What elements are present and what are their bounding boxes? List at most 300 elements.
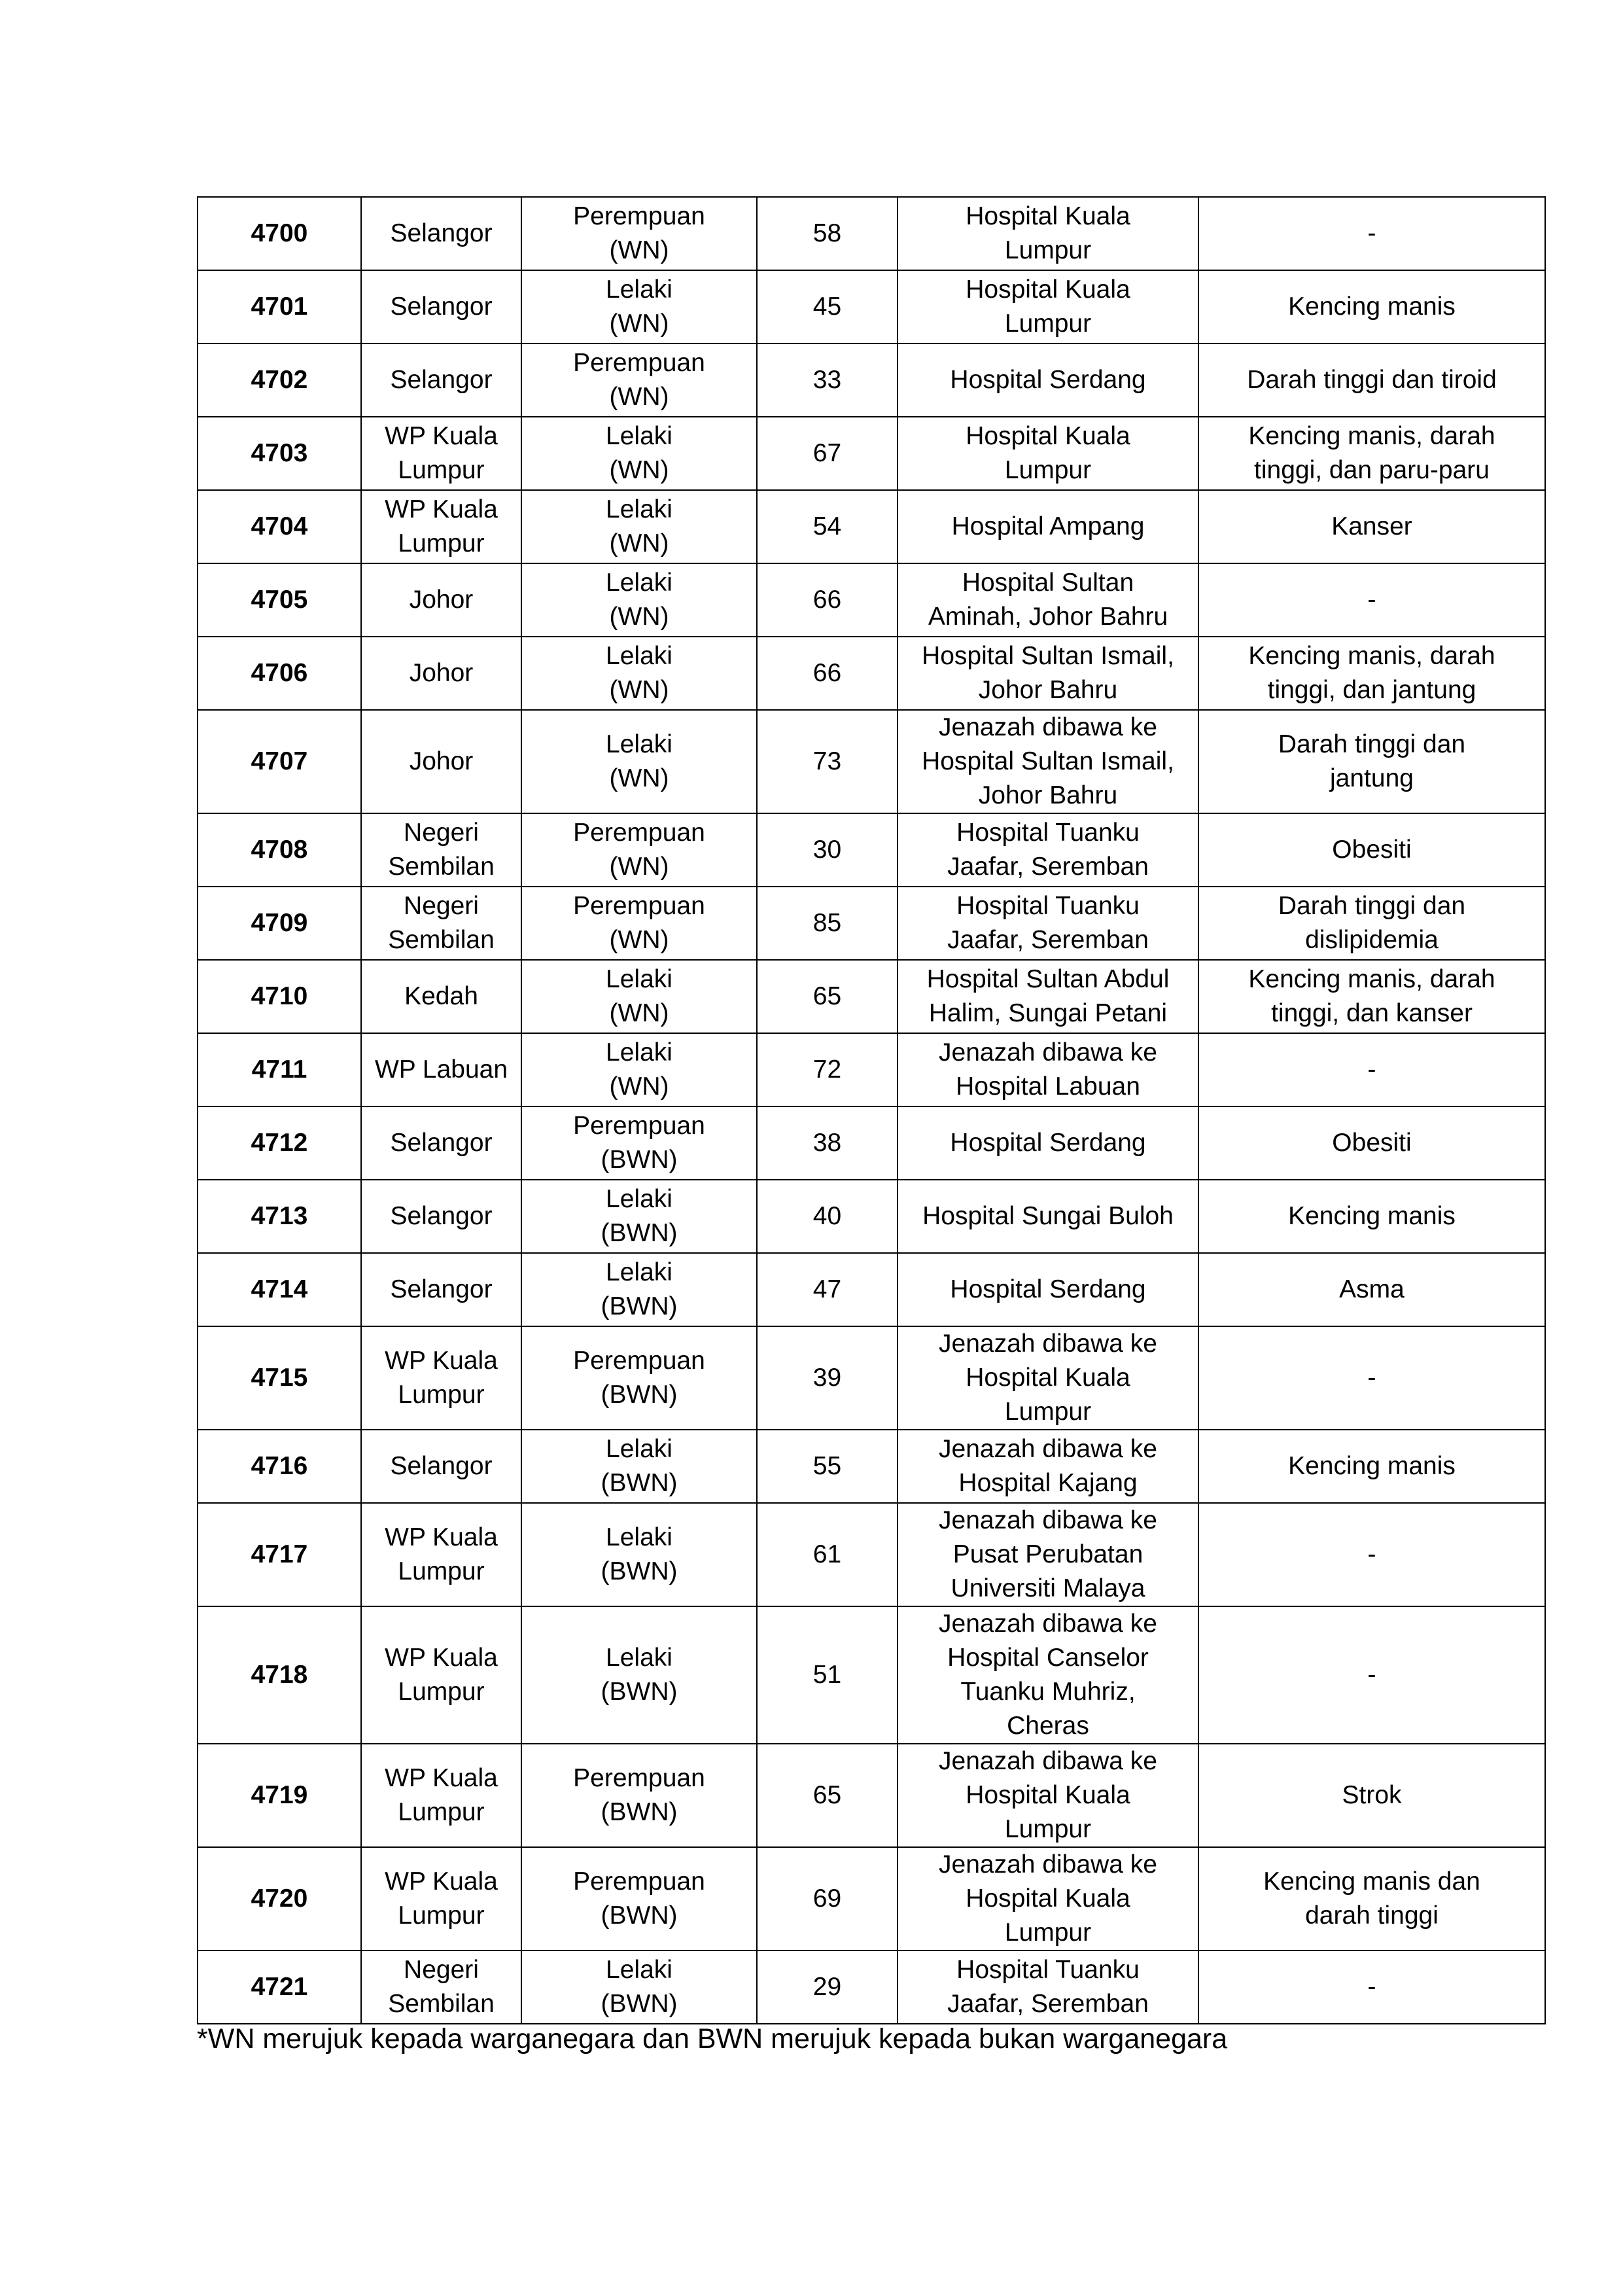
hospital-cell: [898, 887, 1198, 960]
hospital-cell: [898, 344, 1198, 417]
state-cell: [361, 270, 521, 344]
comorbidity-line: Obesiti: [1332, 836, 1412, 864]
hospital-line: Hospital Serdang: [950, 1129, 1146, 1157]
hospital-cell: [898, 417, 1198, 490]
comorbidity-cell: [1198, 270, 1545, 344]
age-cell: 67: [757, 417, 898, 490]
hospital-line: Aminah, Johor Bahru: [928, 603, 1168, 631]
comorbidity-cell: [1198, 1744, 1545, 1847]
hospital-line: Lumpur: [1004, 1918, 1092, 1947]
state-line: Lumpur: [398, 456, 485, 484]
comorbidity-cell: [1198, 1430, 1545, 1503]
hospital-line: Hospital Tuanku: [956, 819, 1140, 847]
case-number-cell: 4714: [198, 1253, 361, 1326]
comorbidity-line: Kencing manis dan: [1263, 1867, 1480, 1896]
hospital-cell: [898, 1106, 1198, 1180]
table-row: [198, 1744, 1545, 1847]
state-line: Kedah: [404, 982, 478, 1010]
gender-line: Perempuan: [573, 819, 705, 847]
gender-cell: [521, 887, 757, 960]
state-cell: [361, 1744, 521, 1847]
comorbidity-line: Kencing manis: [1288, 1202, 1456, 1230]
hospital-line: Jaafar, Seremban: [947, 926, 1149, 954]
gender-cell: [521, 1503, 757, 1606]
comorbidity-line: Darah tinggi dan: [1278, 730, 1466, 758]
table-row: [198, 270, 1545, 344]
state-line: Selangor: [390, 292, 493, 321]
table-row: [198, 1606, 1545, 1744]
gender-cell: [521, 1180, 757, 1253]
gender-cell: [521, 563, 757, 637]
gender-line: Lelaki: [606, 1038, 672, 1067]
hospital-line: Hospital Kuala: [966, 202, 1130, 230]
state-line: Selangor: [390, 1452, 493, 1480]
state-cell: [361, 1503, 521, 1606]
age-cell: 45: [757, 270, 898, 344]
table-row: [198, 344, 1545, 417]
hospital-line: Jenazah dibawa ke: [939, 1850, 1157, 1879]
hospital-line: Lumpur: [1004, 1815, 1092, 1843]
comorbidity-line: dislipidemia: [1305, 926, 1439, 954]
state-line: Sembilan: [388, 926, 495, 954]
state-cell: [361, 1033, 521, 1106]
age-cell: 73: [757, 710, 898, 813]
table-row: [198, 1951, 1545, 2024]
hospital-line: Halim, Sungai Petani: [928, 999, 1168, 1027]
gender-line: Perempuan: [573, 349, 705, 377]
age-cell: 51: [757, 1606, 898, 1744]
hospital-line: Universiti Malaya: [951, 1574, 1145, 1602]
gender-line: Lelaki: [606, 642, 672, 670]
hospital-line: Hospital Canselor: [947, 1644, 1149, 1672]
case-number-cell: 4717: [198, 1503, 361, 1606]
gender-line: Perempuan: [573, 1347, 705, 1375]
state-line: WP Kuala: [385, 1867, 498, 1896]
gender-cell: [521, 1033, 757, 1106]
comorbidity-cell: [1198, 563, 1545, 637]
comorbidity-cell: [1198, 344, 1545, 417]
comorbidity-cell: [1198, 1253, 1545, 1326]
hospital-line: Hospital Tuanku: [956, 1956, 1140, 1984]
gender-line: Perempuan: [573, 1764, 705, 1792]
comorbidity-line: -: [1367, 1661, 1376, 1689]
gender-cell: [521, 1430, 757, 1503]
case-table: [197, 196, 1546, 2024]
age-cell: 30: [757, 813, 898, 887]
case-number-cell: 4701: [198, 270, 361, 344]
state-line: WP Kuala: [385, 1644, 498, 1672]
gender-line: (WN): [609, 236, 669, 264]
hospital-line: Jenazah dibawa ke: [939, 1610, 1157, 1638]
gender-line: (BWN): [601, 1990, 678, 2018]
gender-cell: [521, 344, 757, 417]
case-number-cell: 4715: [198, 1326, 361, 1430]
comorbidity-cell: [1198, 1606, 1545, 1744]
hospital-line: Jenazah dibawa ke: [939, 1747, 1157, 1775]
gender-line: (BWN): [601, 1678, 678, 1706]
state-line: WP Kuala: [385, 1764, 498, 1792]
comorbidity-line: Kencing manis, darah: [1248, 642, 1495, 670]
hospital-line: Jenazah dibawa ke: [939, 713, 1157, 741]
gender-line: Lelaki: [606, 730, 672, 758]
case-number-cell: 4707: [198, 710, 361, 813]
table-row: [198, 637, 1545, 710]
case-number-cell: 4706: [198, 637, 361, 710]
state-cell: [361, 490, 521, 563]
gender-line: Lelaki: [606, 275, 672, 304]
gender-line: (BWN): [601, 1292, 678, 1320]
comorbidity-line: tinggi, dan paru-paru: [1254, 456, 1490, 484]
comorbidity-line: -: [1367, 1055, 1376, 1084]
state-line: Sembilan: [388, 1990, 495, 2018]
gender-cell: [521, 1847, 757, 1951]
gender-line: (WN): [609, 853, 669, 881]
table-row: [198, 1503, 1545, 1606]
comorbidity-line: -: [1367, 1364, 1376, 1392]
gender-line: Lelaki: [606, 495, 672, 523]
hospital-line: Jenazah dibawa ke: [939, 1506, 1157, 1534]
state-line: WP Kuala: [385, 1347, 498, 1375]
age-cell: 61: [757, 1503, 898, 1606]
state-line: Selangor: [390, 1202, 493, 1230]
comorbidity-line: -: [1367, 1973, 1376, 2001]
comorbidity-cell: [1198, 1951, 1545, 2024]
state-cell: [361, 1430, 521, 1503]
hospital-cell: [898, 1033, 1198, 1106]
table-row: [198, 1326, 1545, 1430]
hospital-cell: [898, 1744, 1198, 1847]
state-line: WP Kuala: [385, 422, 498, 450]
gender-line: Perempuan: [573, 892, 705, 920]
gender-cell: [521, 1106, 757, 1180]
hospital-cell: [898, 563, 1198, 637]
hospital-line: Hospital Ampang: [951, 512, 1145, 540]
hospital-line: Hospital Kuala: [966, 1884, 1130, 1913]
state-cell: [361, 1606, 521, 1744]
hospital-line: Lumpur: [1004, 236, 1092, 264]
state-cell: [361, 813, 521, 887]
comorbidity-cell: [1198, 1847, 1545, 1951]
age-cell: 40: [757, 1180, 898, 1253]
comorbidity-line: tinggi, dan kanser: [1271, 999, 1473, 1027]
hospital-line: Hospital Kuala: [966, 1781, 1130, 1809]
footnote: *WN merujuk kepada warganegara dan BWN merujuk kepada bukan warganegara: [197, 2023, 1228, 2055]
gender-cell: [521, 1253, 757, 1326]
case-number-cell: 4716: [198, 1430, 361, 1503]
state-cell: [361, 710, 521, 813]
hospital-line: Lumpur: [1004, 1398, 1092, 1426]
gender-line: Lelaki: [606, 569, 672, 597]
gender-cell: [521, 1744, 757, 1847]
state-line: Lumpur: [398, 1381, 485, 1409]
hospital-line: Johor Bahru: [978, 781, 1118, 809]
state-line: Sembilan: [388, 853, 495, 881]
gender-cell: [521, 417, 757, 490]
gender-cell: [521, 1951, 757, 2024]
hospital-cell: [898, 197, 1198, 270]
state-cell: [361, 1253, 521, 1326]
hospital-cell: [898, 1326, 1198, 1430]
age-cell: 38: [757, 1106, 898, 1180]
gender-cell: [521, 490, 757, 563]
comorbidity-cell: [1198, 490, 1545, 563]
state-line: Lumpur: [398, 1901, 485, 1930]
comorbidity-cell: [1198, 1180, 1545, 1253]
state-line: Negeri: [404, 1956, 479, 1984]
gender-line: Perempuan: [573, 1867, 705, 1896]
gender-line: (WN): [609, 603, 669, 631]
gender-cell: [521, 197, 757, 270]
gender-cell: [521, 960, 757, 1033]
gender-cell: [521, 813, 757, 887]
hospital-cell: [898, 1430, 1198, 1503]
case-number-cell: 4708: [198, 813, 361, 887]
comorbidity-line: Kencing manis: [1288, 1452, 1456, 1480]
gender-line: (BWN): [601, 1219, 678, 1247]
case-number-cell: 4704: [198, 490, 361, 563]
gender-cell: [521, 637, 757, 710]
hospital-cell: [898, 1951, 1198, 2024]
age-cell: 85: [757, 887, 898, 960]
age-cell: 55: [757, 1430, 898, 1503]
table-row: [198, 887, 1545, 960]
comorbidity-line: Kencing manis, darah: [1248, 422, 1495, 450]
age-cell: 72: [757, 1033, 898, 1106]
gender-line: (WN): [609, 529, 669, 557]
state-cell: [361, 1951, 521, 2024]
comorbidity-line: Asma: [1339, 1275, 1405, 1303]
gender-line: (BWN): [601, 1557, 678, 1585]
gender-cell: [521, 1326, 757, 1430]
gender-line: Lelaki: [606, 1185, 672, 1213]
comorbidity-cell: [1198, 1503, 1545, 1606]
gender-line: (BWN): [601, 1381, 678, 1409]
state-line: Negeri: [404, 892, 479, 920]
hospital-line: Hospital Sultan: [962, 569, 1134, 597]
hospital-cell: [898, 490, 1198, 563]
state-cell: [361, 417, 521, 490]
gender-line: (WN): [609, 999, 669, 1027]
age-cell: 66: [757, 637, 898, 710]
age-cell: 39: [757, 1326, 898, 1430]
state-line: WP Kuala: [385, 1523, 498, 1551]
hospital-cell: [898, 960, 1198, 1033]
state-cell: [361, 344, 521, 417]
gender-line: Perempuan: [573, 202, 705, 230]
hospital-cell: [898, 1180, 1198, 1253]
gender-line: Lelaki: [606, 1258, 672, 1286]
hospital-cell: [898, 1847, 1198, 1951]
case-number-cell: 4703: [198, 417, 361, 490]
gender-line: (WN): [609, 309, 669, 338]
hospital-line: Hospital Serdang: [950, 1275, 1146, 1303]
hospital-line: Hospital Labuan: [956, 1072, 1140, 1101]
state-cell: [361, 1180, 521, 1253]
state-line: Lumpur: [398, 1678, 485, 1706]
hospital-cell: [898, 270, 1198, 344]
table-row: [198, 1253, 1545, 1326]
comorbidity-cell: [1198, 710, 1545, 813]
state-cell: [361, 197, 521, 270]
age-cell: 29: [757, 1951, 898, 2024]
comorbidity-cell: [1198, 887, 1545, 960]
comorbidity-cell: [1198, 960, 1545, 1033]
hospital-line: Hospital Sultan Ismail,: [922, 642, 1174, 670]
gender-line: (BWN): [601, 1901, 678, 1930]
hospital-line: Pusat Perubatan: [952, 1540, 1143, 1568]
age-cell: 54: [757, 490, 898, 563]
hospital-line: Hospital Sungai Buloh: [922, 1202, 1174, 1230]
state-line: WP Labuan: [374, 1055, 508, 1084]
comorbidity-line: darah tinggi: [1305, 1901, 1439, 1930]
hospital-cell: [898, 1503, 1198, 1606]
table-row: [198, 197, 1545, 270]
gender-line: (WN): [609, 764, 669, 792]
comorbidity-line: tinggi, dan jantung: [1267, 676, 1476, 704]
table-row: [198, 563, 1545, 637]
state-cell: [361, 1326, 521, 1430]
hospital-line: Johor Bahru: [978, 676, 1118, 704]
table-row: [198, 960, 1545, 1033]
hospital-cell: [898, 1606, 1198, 1744]
state-cell: [361, 637, 521, 710]
gender-line: (WN): [609, 1072, 669, 1101]
table-row: [198, 1847, 1545, 1951]
table-row: [198, 710, 1545, 813]
gender-line: Lelaki: [606, 1956, 672, 1984]
state-line: Lumpur: [398, 1798, 485, 1826]
hospital-line: Hospital Sultan Ismail,: [922, 747, 1174, 775]
hospital-line: Jenazah dibawa ke: [939, 1330, 1157, 1358]
age-cell: 65: [757, 960, 898, 1033]
age-cell: 33: [757, 344, 898, 417]
case-number-cell: 4710: [198, 960, 361, 1033]
hospital-cell: [898, 1253, 1198, 1326]
comorbidity-cell: [1198, 637, 1545, 710]
gender-line: Lelaki: [606, 1435, 672, 1463]
table-row: [198, 1430, 1545, 1503]
hospital-line: Jaafar, Seremban: [947, 1990, 1149, 2018]
state-line: Johor: [409, 586, 474, 614]
comorbidity-cell: [1198, 813, 1545, 887]
case-number-cell: 4719: [198, 1744, 361, 1847]
state-line: Selangor: [390, 366, 493, 394]
hospital-line: Hospital Serdang: [950, 366, 1146, 394]
hospital-line: Hospital Kajang: [958, 1469, 1138, 1497]
hospital-cell: [898, 710, 1198, 813]
gender-line: (BWN): [601, 1798, 678, 1826]
hospital-line: Jenazah dibawa ke: [939, 1038, 1157, 1067]
state-line: Johor: [409, 659, 474, 687]
state-line: Negeri: [404, 819, 479, 847]
hospital-cell: [898, 813, 1198, 887]
state-line: Selangor: [390, 1129, 493, 1157]
gender-line: (WN): [609, 926, 669, 954]
hospital-line: Lumpur: [1004, 309, 1092, 338]
state-line: Lumpur: [398, 529, 485, 557]
state-line: Lumpur: [398, 1557, 485, 1585]
state-cell: [361, 960, 521, 1033]
state-line: WP Kuala: [385, 495, 498, 523]
state-cell: [361, 1847, 521, 1951]
hospital-line: Lumpur: [1004, 456, 1092, 484]
case-number-cell: 4718: [198, 1606, 361, 1744]
case-number-cell: 4709: [198, 887, 361, 960]
comorbidity-line: jantung: [1330, 764, 1414, 792]
gender-line: Lelaki: [606, 1644, 672, 1672]
case-number-cell: 4705: [198, 563, 361, 637]
case-number-cell: 4720: [198, 1847, 361, 1951]
gender-cell: [521, 710, 757, 813]
state-line: Selangor: [390, 219, 493, 247]
comorbidity-line: Kencing manis: [1288, 292, 1456, 321]
case-number-cell: 4713: [198, 1180, 361, 1253]
gender-line: Perempuan: [573, 1112, 705, 1140]
hospital-line: Hospital Sultan Abdul: [926, 965, 1170, 993]
gender-line: (BWN): [601, 1469, 678, 1497]
table-row: [198, 490, 1545, 563]
gender-line: (BWN): [601, 1146, 678, 1174]
comorbidity-cell: [1198, 1106, 1545, 1180]
gender-line: Lelaki: [606, 422, 672, 450]
comorbidity-cell: [1198, 417, 1545, 490]
table-row: [198, 1033, 1545, 1106]
gender-line: Lelaki: [606, 965, 672, 993]
comorbidity-line: -: [1367, 586, 1376, 614]
hospital-line: Jaafar, Seremban: [947, 853, 1149, 881]
table-row: [198, 813, 1545, 887]
table-row: [198, 417, 1545, 490]
comorbidity-line: Kencing manis, darah: [1248, 965, 1495, 993]
state-line: Johor: [409, 747, 474, 775]
age-cell: 47: [757, 1253, 898, 1326]
case-table-body: [198, 197, 1545, 2024]
state-cell: [361, 1106, 521, 1180]
hospital-line: Cheras: [1007, 1712, 1089, 1740]
comorbidity-cell: [1198, 1033, 1545, 1106]
case-number-cell: 4712: [198, 1106, 361, 1180]
comorbidity-line: Darah tinggi dan: [1278, 892, 1466, 920]
table-row: [198, 1106, 1545, 1180]
gender-line: (WN): [609, 456, 669, 484]
table-row: [198, 1180, 1545, 1253]
comorbidity-line: -: [1367, 219, 1376, 247]
state-cell: [361, 887, 521, 960]
hospital-line: Jenazah dibawa ke: [939, 1435, 1157, 1463]
comorbidity-line: Darah tinggi dan tiroid: [1247, 366, 1497, 394]
age-cell: 65: [757, 1744, 898, 1847]
comorbidity-cell: [1198, 197, 1545, 270]
case-number-cell: 4721: [198, 1951, 361, 2024]
hospital-line: Tuanku Muhriz,: [960, 1678, 1136, 1706]
state-cell: [361, 563, 521, 637]
hospital-line: Hospital Kuala: [966, 422, 1130, 450]
gender-line: Lelaki: [606, 1523, 672, 1551]
comorbidity-line: Strok: [1342, 1781, 1402, 1809]
hospital-line: Hospital Kuala: [966, 275, 1130, 304]
gender-line: (WN): [609, 676, 669, 704]
comorbidity-line: Obesiti: [1332, 1129, 1412, 1157]
comorbidity-line: Kanser: [1331, 512, 1412, 540]
gender-cell: [521, 270, 757, 344]
hospital-line: Hospital Tuanku: [956, 892, 1140, 920]
comorbidity-line: -: [1367, 1540, 1376, 1568]
age-cell: 58: [757, 197, 898, 270]
state-line: Selangor: [390, 1275, 493, 1303]
case-number-cell: 4700: [198, 197, 361, 270]
hospital-cell: [898, 637, 1198, 710]
age-cell: 69: [757, 1847, 898, 1951]
